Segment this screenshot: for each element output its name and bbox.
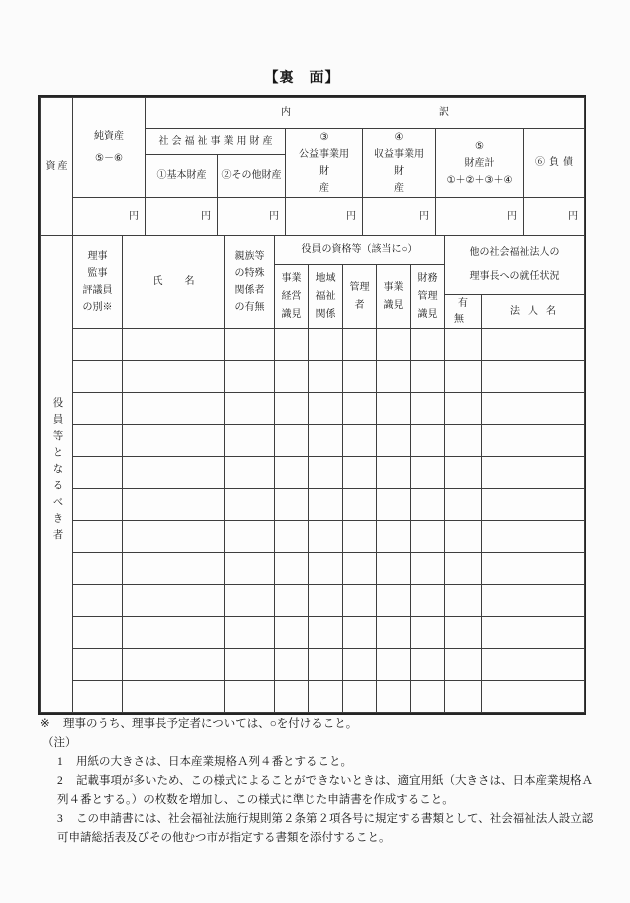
officer-type-line4: の別※ bbox=[82, 302, 113, 313]
qual-community-welfare-cell bbox=[309, 617, 343, 649]
qual-community-welfare-cell bbox=[309, 681, 343, 713]
officer-type-cell bbox=[73, 361, 123, 393]
qual-business-insight-cell bbox=[377, 361, 411, 393]
qual-manager-cell bbox=[343, 393, 377, 425]
presence-cell bbox=[445, 649, 482, 681]
relatives-line4: の有無 bbox=[234, 302, 265, 313]
note-text: 可申請総括表及びその他むつ市が指定する書類を添付すること。 bbox=[57, 832, 391, 844]
note-item-2 bbox=[57, 772, 602, 810]
profit-business-amount-cell bbox=[363, 198, 436, 236]
qual-manager-cell bbox=[343, 649, 377, 681]
officer-empty-row bbox=[41, 681, 585, 713]
qual-business-insight-cell bbox=[377, 457, 411, 489]
presence-header-text: 有無 bbox=[454, 297, 477, 325]
relatives-cell bbox=[225, 393, 275, 425]
presence-cell bbox=[445, 553, 482, 585]
presence-cell bbox=[445, 617, 482, 649]
officer-type-line1: 理事 bbox=[87, 251, 108, 262]
corp-name-cell bbox=[482, 329, 585, 361]
officer-empty-row bbox=[41, 489, 585, 521]
qual-financial-cell bbox=[411, 361, 445, 393]
officer-type-cell bbox=[73, 521, 123, 553]
officers-table bbox=[40, 235, 585, 713]
note-number: 1 bbox=[57, 756, 63, 768]
liabilities-amount-cell bbox=[524, 198, 585, 236]
qual-business-management-cell bbox=[275, 617, 309, 649]
qual-business-insight-cell bbox=[377, 489, 411, 521]
other-corp-line2: 理事長への就任状況 bbox=[469, 271, 560, 282]
note-number: 3 bbox=[57, 813, 63, 825]
note-item-1 bbox=[57, 753, 602, 772]
name-cell bbox=[123, 489, 225, 521]
footnotes bbox=[40, 715, 602, 848]
other-property-amount-cell bbox=[218, 198, 286, 236]
name-header-text: 氏名 bbox=[152, 276, 217, 287]
relatives-cell bbox=[225, 617, 275, 649]
officer-empty-row bbox=[41, 393, 585, 425]
property-total-amount-cell bbox=[436, 198, 524, 236]
name-cell bbox=[123, 617, 225, 649]
corp-name-header-text: 法人名 bbox=[510, 305, 565, 317]
qual-business-management-cell bbox=[275, 553, 309, 585]
assets-row-label bbox=[41, 98, 73, 236]
officer-empty-row bbox=[41, 649, 585, 681]
basic-property-header bbox=[146, 155, 218, 198]
relatives-line3: 関係者 bbox=[234, 285, 265, 296]
officer-type-cell bbox=[73, 617, 123, 649]
qual-business-insight-cell bbox=[377, 585, 411, 617]
name-cell bbox=[123, 361, 225, 393]
qual-financial-cell bbox=[411, 457, 445, 489]
presence-cell bbox=[445, 361, 482, 393]
qual-financial-cell bbox=[411, 681, 445, 713]
qual-financial-header bbox=[411, 265, 445, 329]
relatives-cell bbox=[225, 329, 275, 361]
qual-community-welfare-cell bbox=[309, 585, 343, 617]
qual-community-welfare-cell bbox=[309, 521, 343, 553]
officer-type-cell bbox=[73, 649, 123, 681]
officer-empty-row bbox=[41, 553, 585, 585]
officer-empty-row bbox=[41, 329, 585, 361]
qual-manager-cell bbox=[343, 521, 377, 553]
officer-type-cell bbox=[73, 681, 123, 713]
name-cell bbox=[123, 681, 225, 713]
name-cell bbox=[123, 457, 225, 489]
qual-manager-cell bbox=[343, 553, 377, 585]
profit-business-line2: 財産 bbox=[394, 166, 426, 194]
qual-manager-cell bbox=[343, 361, 377, 393]
presence-cell bbox=[445, 489, 482, 521]
qual-manager-cell bbox=[343, 329, 377, 361]
qual-community-welfare-cell bbox=[309, 489, 343, 521]
qual-manager-cell bbox=[343, 457, 377, 489]
presence-cell bbox=[445, 329, 482, 361]
name-cell bbox=[123, 393, 225, 425]
property-total-line1: 財産計 bbox=[464, 157, 495, 169]
note-number: 2 bbox=[57, 775, 63, 787]
officer-type-cell bbox=[73, 489, 123, 521]
name-cell bbox=[123, 425, 225, 457]
qual-line: 者 bbox=[354, 299, 365, 311]
qual-line: 管理 bbox=[417, 290, 438, 302]
qual-business-management-cell bbox=[275, 521, 309, 553]
qual-financial-cell bbox=[411, 329, 445, 361]
yen-unit: 円 bbox=[129, 210, 139, 222]
officers-row-label bbox=[41, 236, 73, 713]
net-assets-line2: ⑤－⑥ bbox=[95, 152, 123, 164]
assets-table bbox=[40, 97, 585, 236]
note-text: 記載事項が多いため、この様式によることができないときは、適宜用紙（大きさは、日本産業規格Ａ bbox=[76, 775, 594, 787]
presence-cell bbox=[445, 681, 482, 713]
qual-business-management-cell bbox=[275, 457, 309, 489]
qual-business-management-cell bbox=[275, 489, 309, 521]
corp-name-cell bbox=[482, 553, 585, 585]
note-text: この申請書には、社会福祉法施行規則第２条第２項各号に規定する書類として、社会福祉法人設立認 bbox=[76, 813, 594, 825]
breakdown-header bbox=[146, 98, 585, 129]
qual-financial-cell bbox=[411, 649, 445, 681]
qual-business-management-header bbox=[275, 265, 309, 329]
corp-name-cell bbox=[482, 649, 585, 681]
officer-type-cell bbox=[73, 553, 123, 585]
corp-name-cell bbox=[482, 585, 585, 617]
officer-empty-row bbox=[41, 425, 585, 457]
asterisk-note bbox=[40, 715, 602, 734]
corp-name-cell bbox=[482, 489, 585, 521]
officers-row-label-text: 役員等となるべき者 bbox=[51, 396, 63, 546]
qualifications-header-text: 役員の資格等（該当に○） bbox=[301, 244, 418, 255]
qual-financial-cell bbox=[411, 553, 445, 585]
qual-financial-cell bbox=[411, 489, 445, 521]
other-corp-line1: 他の社会福祉法人の bbox=[469, 247, 560, 258]
corp-name-cell bbox=[482, 457, 585, 489]
corp-name-cell bbox=[482, 681, 585, 713]
qual-business-insight-cell bbox=[377, 393, 411, 425]
officer-type-line3: 評議員 bbox=[82, 285, 113, 296]
property-total-header bbox=[436, 129, 524, 198]
corp-name-header bbox=[482, 295, 585, 329]
qual-business-insight-cell bbox=[377, 617, 411, 649]
relatives-cell bbox=[225, 489, 275, 521]
presence-cell bbox=[445, 457, 482, 489]
qual-line: 事業 bbox=[383, 281, 404, 293]
qual-business-insight-cell bbox=[377, 521, 411, 553]
qual-line: 識見 bbox=[281, 308, 302, 320]
relatives-cell bbox=[225, 649, 275, 681]
other-property-text: ②その他財産 bbox=[221, 170, 282, 182]
yen-unit: 円 bbox=[419, 210, 429, 222]
presence-cell bbox=[445, 425, 482, 457]
relatives-cell bbox=[225, 553, 275, 585]
qual-business-insight-cell bbox=[377, 329, 411, 361]
presence-cell bbox=[445, 393, 482, 425]
qual-business-insight-cell bbox=[377, 553, 411, 585]
qual-line: 地域 bbox=[315, 272, 336, 284]
officer-type-cell bbox=[73, 425, 123, 457]
relatives-cell bbox=[225, 361, 275, 393]
qual-financial-cell bbox=[411, 393, 445, 425]
yen-unit: 円 bbox=[568, 210, 579, 222]
qual-financial-cell bbox=[411, 585, 445, 617]
asterisk-marker: ※ bbox=[40, 718, 50, 730]
officer-type-line2: 監事 bbox=[87, 268, 108, 279]
public-business-line1: 公益事業用 bbox=[299, 149, 349, 160]
amount-row bbox=[41, 198, 585, 236]
qual-business-management-cell bbox=[275, 681, 309, 713]
qual-community-welfare-cell bbox=[309, 553, 343, 585]
qual-community-welfare-cell bbox=[309, 393, 343, 425]
public-business-property-header bbox=[286, 129, 363, 198]
qual-community-welfare-cell bbox=[309, 425, 343, 457]
qual-business-insight-cell bbox=[377, 681, 411, 713]
yen-unit: 円 bbox=[346, 210, 356, 222]
asterisk-note-text: 理事のうち、理事長予定者については、○を付けること。 bbox=[63, 718, 358, 730]
other-corp-header bbox=[445, 236, 585, 295]
officer-type-cell bbox=[73, 329, 123, 361]
name-cell bbox=[123, 649, 225, 681]
note-text: 用紙の大きさは、日本産業規格Ａ列４番とすること。 bbox=[76, 756, 352, 768]
public-business-line2: 財産 bbox=[319, 166, 351, 194]
officer-type-header bbox=[73, 236, 123, 329]
name-cell bbox=[123, 553, 225, 585]
assets-row-label-text: 資産 bbox=[45, 160, 70, 172]
welfare-property-header bbox=[146, 129, 286, 155]
qual-business-management-cell bbox=[275, 329, 309, 361]
profit-business-property-header bbox=[363, 129, 436, 198]
other-property-header bbox=[218, 155, 286, 198]
net-assets-header bbox=[73, 98, 146, 198]
officer-empty-row bbox=[41, 617, 585, 649]
qual-line: 福祉 bbox=[315, 290, 336, 302]
qual-business-insight-cell bbox=[377, 425, 411, 457]
relatives-cell bbox=[225, 681, 275, 713]
qual-financial-cell bbox=[411, 617, 445, 649]
note-item-3 bbox=[57, 810, 602, 848]
qual-line: 関係 bbox=[315, 308, 336, 320]
corp-name-cell bbox=[482, 617, 585, 649]
application-form-table bbox=[38, 95, 586, 715]
qual-manager-header bbox=[343, 265, 377, 329]
qual-line: 識見 bbox=[417, 308, 438, 320]
breakdown-char-left: 内 bbox=[281, 107, 292, 118]
officer-type-cell bbox=[73, 457, 123, 489]
corp-name-cell bbox=[482, 361, 585, 393]
liabilities-header bbox=[524, 129, 585, 198]
relatives-cell bbox=[225, 521, 275, 553]
notes-list bbox=[40, 753, 602, 848]
property-total-formula: ①＋②＋③＋④ bbox=[446, 174, 513, 186]
officer-type-cell bbox=[73, 585, 123, 617]
presence-cell bbox=[445, 521, 482, 553]
qual-line: 経営 bbox=[281, 290, 302, 302]
note-text: 列４番とする。）の枚数を増加し、この様式に準じた申請書を作成すること。 bbox=[57, 794, 454, 806]
yen-unit: 円 bbox=[507, 210, 517, 222]
qual-manager-cell bbox=[343, 489, 377, 521]
qual-financial-cell bbox=[411, 521, 445, 553]
relatives-cell bbox=[225, 457, 275, 489]
qual-community-welfare-cell bbox=[309, 457, 343, 489]
relatives-cell bbox=[225, 585, 275, 617]
profit-business-line1: 収益事業用 bbox=[374, 149, 424, 160]
officer-type-cell bbox=[73, 393, 123, 425]
qual-manager-cell bbox=[343, 425, 377, 457]
corp-name-cell bbox=[482, 521, 585, 553]
qual-community-welfare-header bbox=[309, 265, 343, 329]
corp-name-cell bbox=[482, 425, 585, 457]
qual-manager-cell bbox=[343, 617, 377, 649]
corp-name-cell bbox=[482, 393, 585, 425]
relatives-line2: の特殊 bbox=[234, 268, 265, 279]
officer-empty-row bbox=[41, 361, 585, 393]
name-header bbox=[123, 236, 225, 329]
relatives-cell bbox=[225, 425, 275, 457]
public-business-amount-cell bbox=[286, 198, 363, 236]
name-cell bbox=[123, 329, 225, 361]
relatives-header bbox=[225, 236, 275, 329]
profit-business-num: ④ bbox=[394, 132, 404, 143]
basic-property-text: ①基本財産 bbox=[156, 170, 207, 182]
qual-community-welfare-cell bbox=[309, 649, 343, 681]
officer-empty-row bbox=[41, 585, 585, 617]
qual-business-insight-cell bbox=[377, 649, 411, 681]
basic-property-amount-cell bbox=[146, 198, 218, 236]
qual-manager-cell bbox=[343, 585, 377, 617]
name-cell bbox=[123, 585, 225, 617]
property-total-num: ⑤ bbox=[475, 140, 484, 152]
welfare-property-text: 社会福祉事業用財産 bbox=[158, 135, 276, 147]
breakdown-char-right: 訳 bbox=[439, 107, 450, 118]
presence-cell bbox=[445, 585, 482, 617]
qual-business-management-cell bbox=[275, 393, 309, 425]
qual-financial-cell bbox=[411, 425, 445, 457]
qual-line: 財務 bbox=[417, 272, 438, 284]
public-business-num: ③ bbox=[319, 132, 329, 143]
net-assets-amount-cell bbox=[73, 198, 146, 236]
page-title: 【裏 面】 bbox=[264, 71, 340, 86]
qual-business-management-cell bbox=[275, 649, 309, 681]
qual-business-management-cell bbox=[275, 425, 309, 457]
qual-business-insight-header bbox=[377, 265, 411, 329]
liabilities-text: ⑥負債 bbox=[535, 157, 578, 168]
yen-unit: 円 bbox=[201, 210, 211, 222]
relatives-line1: 親族等 bbox=[234, 251, 265, 262]
officer-empty-row bbox=[41, 457, 585, 489]
qual-line: 事業 bbox=[281, 272, 302, 284]
yen-unit: 円 bbox=[269, 210, 279, 222]
qual-line: 識見 bbox=[383, 299, 404, 311]
qual-community-welfare-cell bbox=[309, 329, 343, 361]
net-assets-line1: 純資産 bbox=[94, 130, 124, 142]
qual-community-welfare-cell bbox=[309, 361, 343, 393]
qual-business-management-cell bbox=[275, 585, 309, 617]
name-cell bbox=[123, 521, 225, 553]
notes-caption: （注） bbox=[42, 737, 77, 749]
qualifications-header bbox=[275, 236, 445, 265]
qual-line: 管理 bbox=[349, 281, 370, 293]
presence-header bbox=[445, 295, 482, 329]
qual-manager-cell bbox=[343, 681, 377, 713]
qual-business-management-cell bbox=[275, 361, 309, 393]
officer-empty-row bbox=[41, 521, 585, 553]
